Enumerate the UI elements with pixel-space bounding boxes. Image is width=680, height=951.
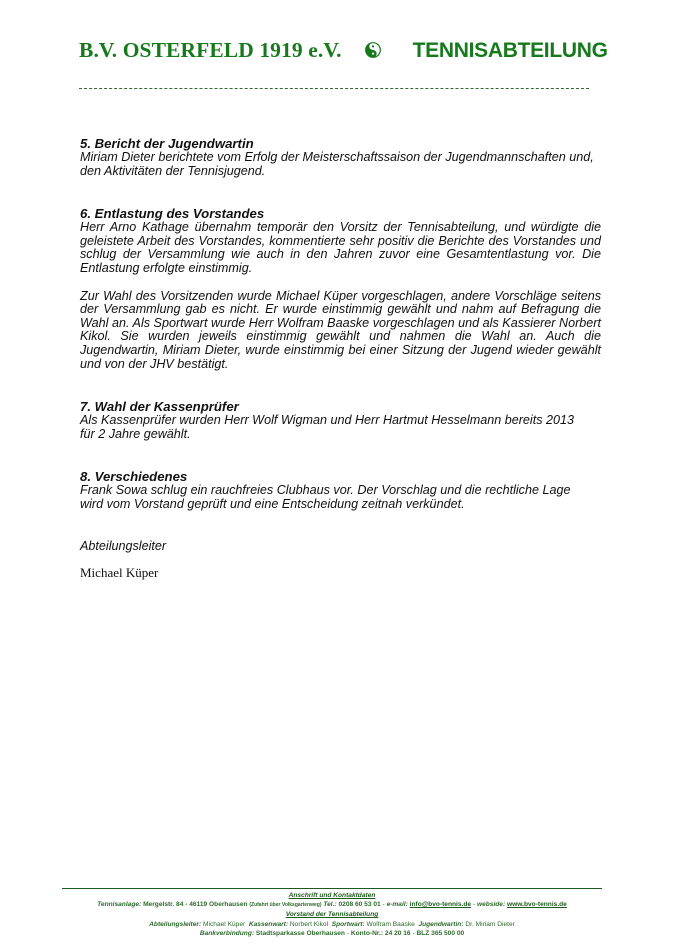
signature-role: Abteilungsleiter — [80, 538, 167, 553]
section-entlastung — [80, 207, 601, 371]
section-paragraph: für 2 Jahre gewählt. — [80, 426, 191, 441]
section-heading: 6. Entlastung des Vorstandes — [80, 206, 265, 222]
footer-contact-line: Tennisanlage: Mergelstr. 84 - 46119 Oberhausen (Zufahrt über Volksgartenweg) Tel.: 0208 60 53 01 - e-mail: info@bvo-tennis.de - webside: www.bvo-tennis.de — [97, 901, 567, 909]
minutes-body — [80, 137, 601, 580]
section-paragraph: Miriam Dieter berichtete vom Erfolg der Meisterschaftssaison der Jugendmannschaften und, den Aktivitäten der Tennisjugend. — [80, 150, 594, 178]
header-divider — [79, 88, 589, 89]
section-paragraph: Herr Arno Kathage übernahm temporär den Vorsitz der Tennisabteilung, und würdigte die geleistete Arbeit des Vorstandes, kommentierte sehr positiv die Berichte des Vorstandes und schlug der Versammlung wie auch in den Jahren zuvor eine Gesamtentlastung vor. Die Entlastung erfolgte einstimmig. — [80, 220, 601, 275]
footer-contact-heading: Anschrift und Kontaktdaten — [288, 892, 376, 899]
website-link[interactable]: www.bvo-tennis.de — [507, 901, 567, 909]
signature-name: Michael Küper — [80, 565, 159, 581]
letter-footer — [62, 888, 602, 938]
section-heading: 8. Verschiedenes — [80, 469, 188, 485]
section-paragraph: Zur Wahl des Vorsitzenden wurde Michael Küper vorgeschlagen, andere Vorschläge seitens der Versammlung gab es nicht. Er wurde einstimmig gewählt und nahm auf Befragung die Wahl an. Als Sportwart wurde Herr Wolfram Baaske vorgeschlagen und als Kassierer Norbert Kikol. Sie wurden jeweils einstimmig gewählt und nahmen die Wahl an. Auch die Jugendwartin, Miriam Dieter, wurde einstimmig bei einer Sitzung der Jugend wieder gewählt und von der JHV bestätigt. — [80, 288, 601, 371]
section-heading: 5. Bericht der Jugendwartin — [80, 136, 254, 151]
section-jugendwartin-report — [80, 137, 601, 178]
email-link[interactable]: info@bvo-tennis.de — [409, 901, 472, 909]
section-paragraph: Als Kassenprüfer wurden Herr Wolf Wigman und Herr Hartmut Hesselmann bereits 2013 — [80, 413, 575, 428]
letterhead — [79, 38, 609, 63]
section-heading: 7. Wahl der Kassenprüfer — [80, 399, 239, 415]
club-name: B.V. OSTERFELD 1919 e.V. — [79, 38, 342, 62]
footer-board-line: Abteilungsleiter: Michael Küper Kassenwart: Norbert Kikol Sportwart: Wolfram Baaske Jugendwartin: Dr. Miriam Dieter — [149, 920, 515, 928]
section-verschiedenes — [80, 470, 601, 511]
yin-yang-icon — [365, 39, 381, 55]
department-name: TENNISABTEILUNG — [412, 39, 608, 62]
footer-board-heading: Vorstand der Tennisabteilung — [285, 911, 379, 919]
address: Mergelstr. 84 - 46119 Oberhausen — [143, 901, 248, 909]
section-paragraph: Frank Sowa schlug ein rauchfreies Clubhaus vor. Der Vorschlag und die rechtliche Lage wird vom Vorstand geprüft und eine Entscheidung zeitnah verkündet. — [80, 483, 571, 511]
footer-bank-line: Bankverbindung: Stadtsparkasse Oberhausen - Konto-Nr.: 24 20 16 - BLZ 365 500 00 — [199, 929, 465, 937]
phone-number: 0208 60 53 01 — [338, 901, 381, 909]
section-kassenpruefer — [80, 400, 601, 441]
